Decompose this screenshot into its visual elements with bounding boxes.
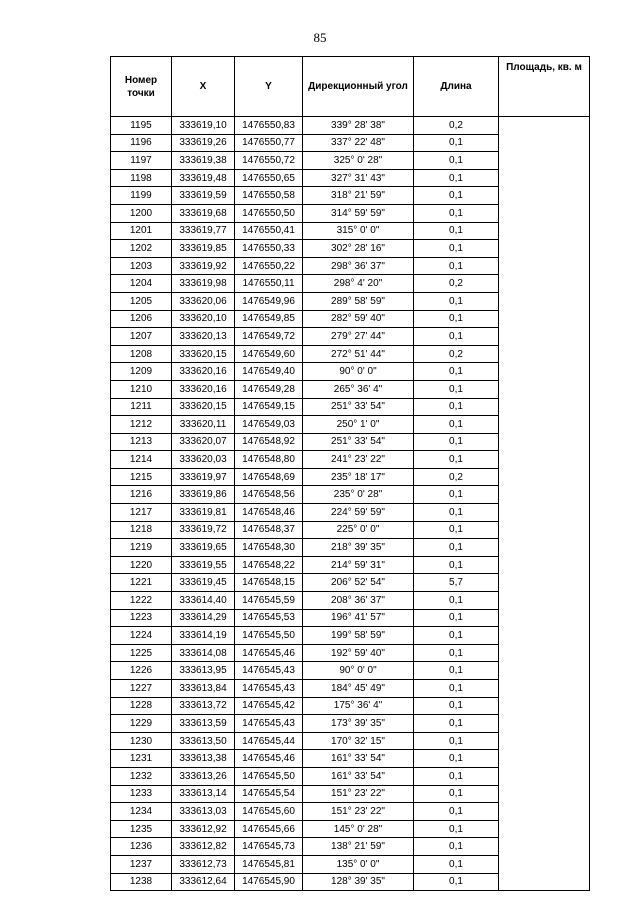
y-cell: 1476545,73 xyxy=(235,838,303,856)
y-cell: 1476545,43 xyxy=(235,680,303,698)
point-number-cell: 1218 xyxy=(111,521,172,539)
length-cell: 0,2 xyxy=(414,117,499,135)
table-row xyxy=(111,117,590,135)
point-number-cell: 1224 xyxy=(111,627,172,645)
y-cell: 1476545,50 xyxy=(235,627,303,645)
point-number-cell: 1231 xyxy=(111,750,172,768)
y-cell: 1476550,77 xyxy=(235,134,303,152)
point-number-cell: 1202 xyxy=(111,240,172,258)
point-number-cell: 1197 xyxy=(111,152,172,170)
x-cell: 333613,03 xyxy=(172,803,235,821)
x-cell: 333614,40 xyxy=(172,592,235,610)
length-cell: 0,1 xyxy=(414,644,499,662)
angle-cell: 251° 33' 54" xyxy=(303,398,414,416)
angle-cell: 298° 36' 37" xyxy=(303,257,414,275)
point-number-cell: 1211 xyxy=(111,398,172,416)
header-y: Y xyxy=(235,57,303,117)
point-number-cell: 1215 xyxy=(111,468,172,486)
length-cell: 0,1 xyxy=(414,204,499,222)
x-cell: 333620,06 xyxy=(172,292,235,310)
angle-cell: 250° 1' 0" xyxy=(303,416,414,434)
y-cell: 1476545,46 xyxy=(235,750,303,768)
point-number-cell: 1233 xyxy=(111,785,172,803)
point-number-cell: 1204 xyxy=(111,275,172,293)
y-cell: 1476545,59 xyxy=(235,592,303,610)
angle-cell: 235° 18' 17" xyxy=(303,468,414,486)
y-cell: 1476548,15 xyxy=(235,574,303,592)
angle-cell: 272° 51' 44" xyxy=(303,345,414,363)
x-cell: 333619,72 xyxy=(172,521,235,539)
length-cell: 0,1 xyxy=(414,222,499,240)
x-cell: 333613,95 xyxy=(172,662,235,680)
y-cell: 1476548,80 xyxy=(235,451,303,469)
point-number-cell: 1220 xyxy=(111,556,172,574)
x-cell: 333614,08 xyxy=(172,644,235,662)
angle-cell: 175° 36' 4" xyxy=(303,697,414,715)
x-cell: 333612,92 xyxy=(172,820,235,838)
length-cell: 0,1 xyxy=(414,398,499,416)
length-cell: 0,1 xyxy=(414,873,499,891)
x-cell: 333620,13 xyxy=(172,328,235,346)
y-cell: 1476548,46 xyxy=(235,504,303,522)
length-cell: 0,1 xyxy=(414,820,499,838)
length-cell: 0,1 xyxy=(414,292,499,310)
y-cell: 1476548,92 xyxy=(235,433,303,451)
length-cell: 0,1 xyxy=(414,240,499,258)
length-cell: 0,1 xyxy=(414,169,499,187)
y-cell: 1476549,28 xyxy=(235,380,303,398)
length-cell: 0,1 xyxy=(414,257,499,275)
y-cell: 1476549,03 xyxy=(235,416,303,434)
angle-cell: 325° 0' 28" xyxy=(303,152,414,170)
point-number-cell: 1232 xyxy=(111,767,172,785)
x-cell: 333614,29 xyxy=(172,609,235,627)
angle-cell: 151° 23' 22" xyxy=(303,785,414,803)
angle-cell: 90° 0' 0" xyxy=(303,363,414,381)
x-cell: 333619,98 xyxy=(172,275,235,293)
x-cell: 333619,86 xyxy=(172,486,235,504)
point-number-cell: 1230 xyxy=(111,732,172,750)
x-cell: 333619,92 xyxy=(172,257,235,275)
length-cell: 0,1 xyxy=(414,451,499,469)
point-number-cell: 1205 xyxy=(111,292,172,310)
x-cell: 333613,84 xyxy=(172,680,235,698)
y-cell: 1476550,11 xyxy=(235,275,303,293)
x-cell: 333619,59 xyxy=(172,187,235,205)
x-cell: 333612,64 xyxy=(172,873,235,891)
y-cell: 1476545,50 xyxy=(235,767,303,785)
angle-cell: 339° 28' 38" xyxy=(303,117,414,135)
length-cell: 0,2 xyxy=(414,275,499,293)
length-cell: 5,7 xyxy=(414,574,499,592)
angle-cell: 265° 36' 4" xyxy=(303,380,414,398)
length-cell: 0,1 xyxy=(414,662,499,680)
length-cell: 0,1 xyxy=(414,592,499,610)
point-number-cell: 1200 xyxy=(111,204,172,222)
x-cell: 333620,15 xyxy=(172,398,235,416)
angle-cell: 135° 0' 0" xyxy=(303,855,414,873)
angle-cell: 282° 59' 40" xyxy=(303,310,414,328)
x-cell: 333613,72 xyxy=(172,697,235,715)
angle-cell: 327° 31' 43" xyxy=(303,169,414,187)
y-cell: 1476548,22 xyxy=(235,556,303,574)
y-cell: 1476545,43 xyxy=(235,715,303,733)
y-cell: 1476548,30 xyxy=(235,539,303,557)
point-number-cell: 1229 xyxy=(111,715,172,733)
point-number-cell: 1210 xyxy=(111,380,172,398)
length-cell: 0,1 xyxy=(414,750,499,768)
length-cell: 0,1 xyxy=(414,521,499,539)
y-cell: 1476545,54 xyxy=(235,785,303,803)
point-number-cell: 1213 xyxy=(111,433,172,451)
angle-cell: 315° 0' 0" xyxy=(303,222,414,240)
angle-cell: 199° 58' 59" xyxy=(303,627,414,645)
angle-cell: 161° 33' 54" xyxy=(303,750,414,768)
angle-cell: 225° 0' 0" xyxy=(303,521,414,539)
length-cell: 0,1 xyxy=(414,486,499,504)
angle-cell: 289° 58' 59" xyxy=(303,292,414,310)
angle-cell: 173° 39' 35" xyxy=(303,715,414,733)
x-cell: 333612,73 xyxy=(172,855,235,873)
x-cell: 333619,68 xyxy=(172,204,235,222)
point-number-cell: 1216 xyxy=(111,486,172,504)
header-direction-angle: Дирекционный угол xyxy=(303,57,414,117)
point-number-cell: 1208 xyxy=(111,345,172,363)
point-number-cell: 1226 xyxy=(111,662,172,680)
angle-cell: 184° 45' 49" xyxy=(303,680,414,698)
length-cell: 0,1 xyxy=(414,134,499,152)
y-cell: 1476550,33 xyxy=(235,240,303,258)
y-cell: 1476545,42 xyxy=(235,697,303,715)
angle-cell: 192° 59' 40" xyxy=(303,644,414,662)
x-cell: 333613,50 xyxy=(172,732,235,750)
point-number-cell: 1199 xyxy=(111,187,172,205)
angle-cell: 314° 59' 59" xyxy=(303,204,414,222)
point-number-cell: 1235 xyxy=(111,820,172,838)
x-cell: 333619,45 xyxy=(172,574,235,592)
y-cell: 1476548,56 xyxy=(235,486,303,504)
x-cell: 333620,16 xyxy=(172,363,235,381)
length-cell: 0,1 xyxy=(414,609,499,627)
coordinates-table xyxy=(110,56,590,891)
x-cell: 333620,11 xyxy=(172,416,235,434)
angle-cell: 145° 0' 28" xyxy=(303,820,414,838)
angle-cell: 298° 4' 20" xyxy=(303,275,414,293)
x-cell: 333620,16 xyxy=(172,380,235,398)
length-cell: 0,1 xyxy=(414,697,499,715)
angle-cell: 206° 52' 54" xyxy=(303,574,414,592)
length-cell: 0,1 xyxy=(414,416,499,434)
point-number-cell: 1222 xyxy=(111,592,172,610)
length-cell: 0,1 xyxy=(414,838,499,856)
point-number-cell: 1219 xyxy=(111,539,172,557)
y-cell: 1476545,43 xyxy=(235,662,303,680)
angle-cell: 218° 39' 35" xyxy=(303,539,414,557)
length-cell: 0,1 xyxy=(414,328,499,346)
y-cell: 1476545,44 xyxy=(235,732,303,750)
y-cell: 1476545,46 xyxy=(235,644,303,662)
header-area: Площадь, кв. м xyxy=(499,57,590,117)
length-cell: 0,1 xyxy=(414,767,499,785)
y-cell: 1476550,83 xyxy=(235,117,303,135)
y-cell: 1476550,65 xyxy=(235,169,303,187)
table-header-row xyxy=(111,57,590,117)
point-number-cell: 1207 xyxy=(111,328,172,346)
x-cell: 333620,15 xyxy=(172,345,235,363)
point-number-cell: 1214 xyxy=(111,451,172,469)
point-number-cell: 1234 xyxy=(111,803,172,821)
length-cell: 0,1 xyxy=(414,556,499,574)
x-cell: 333619,77 xyxy=(172,222,235,240)
length-cell: 0,1 xyxy=(414,680,499,698)
length-cell: 0,1 xyxy=(414,152,499,170)
length-cell: 0,2 xyxy=(414,345,499,363)
y-cell: 1476545,53 xyxy=(235,609,303,627)
angle-cell: 170° 32' 15" xyxy=(303,732,414,750)
y-cell: 1476550,50 xyxy=(235,204,303,222)
length-cell: 0,1 xyxy=(414,785,499,803)
x-cell: 333613,59 xyxy=(172,715,235,733)
x-cell: 333619,48 xyxy=(172,169,235,187)
x-cell: 333620,03 xyxy=(172,451,235,469)
point-number-cell: 1221 xyxy=(111,574,172,592)
x-cell: 333619,81 xyxy=(172,504,235,522)
y-cell: 1476545,90 xyxy=(235,873,303,891)
y-cell: 1476549,96 xyxy=(235,292,303,310)
angle-cell: 279° 27' 44" xyxy=(303,328,414,346)
point-number-cell: 1195 xyxy=(111,117,172,135)
length-cell: 0,1 xyxy=(414,433,499,451)
point-number-cell: 1228 xyxy=(111,697,172,715)
length-cell: 0,1 xyxy=(414,732,499,750)
y-cell: 1476550,58 xyxy=(235,187,303,205)
x-cell: 333619,85 xyxy=(172,240,235,258)
area-cell xyxy=(499,117,590,891)
angle-cell: 128° 39' 35" xyxy=(303,873,414,891)
angle-cell: 241° 23' 22" xyxy=(303,451,414,469)
point-number-cell: 1217 xyxy=(111,504,172,522)
point-number-cell: 1225 xyxy=(111,644,172,662)
angle-cell: 161° 33' 54" xyxy=(303,767,414,785)
y-cell: 1476550,41 xyxy=(235,222,303,240)
point-number-cell: 1212 xyxy=(111,416,172,434)
header-length: Длина xyxy=(414,57,499,117)
length-cell: 0,1 xyxy=(414,187,499,205)
angle-cell: 302° 28' 16" xyxy=(303,240,414,258)
x-cell: 333612,82 xyxy=(172,838,235,856)
length-cell: 0,1 xyxy=(414,363,499,381)
length-cell: 0,1 xyxy=(414,803,499,821)
y-cell: 1476549,72 xyxy=(235,328,303,346)
x-cell: 333619,97 xyxy=(172,468,235,486)
length-cell: 0,1 xyxy=(414,855,499,873)
angle-cell: 208° 36' 37" xyxy=(303,592,414,610)
point-number-cell: 1206 xyxy=(111,310,172,328)
y-cell: 1476550,72 xyxy=(235,152,303,170)
angle-cell: 318° 21' 59" xyxy=(303,187,414,205)
x-cell: 333620,10 xyxy=(172,310,235,328)
y-cell: 1476545,60 xyxy=(235,803,303,821)
point-number-cell: 1196 xyxy=(111,134,172,152)
point-number-cell: 1201 xyxy=(111,222,172,240)
point-number-cell: 1237 xyxy=(111,855,172,873)
point-number-cell: 1203 xyxy=(111,257,172,275)
angle-cell: 214° 59' 31" xyxy=(303,556,414,574)
x-cell: 333619,55 xyxy=(172,556,235,574)
header-point-number: Номер точки xyxy=(111,57,172,117)
angle-cell: 235° 0' 28" xyxy=(303,486,414,504)
length-cell: 0,1 xyxy=(414,380,499,398)
length-cell: 0,1 xyxy=(414,310,499,328)
y-cell: 1476545,66 xyxy=(235,820,303,838)
y-cell: 1476550,22 xyxy=(235,257,303,275)
angle-cell: 90° 0' 0" xyxy=(303,662,414,680)
x-cell: 333619,10 xyxy=(172,117,235,135)
x-cell: 333619,26 xyxy=(172,134,235,152)
point-number-cell: 1223 xyxy=(111,609,172,627)
page-number: 85 xyxy=(313,30,327,45)
angle-cell: 138° 21' 59" xyxy=(303,838,414,856)
angle-cell: 224° 59' 59" xyxy=(303,504,414,522)
x-cell: 333613,14 xyxy=(172,785,235,803)
point-number-cell: 1209 xyxy=(111,363,172,381)
angle-cell: 337° 22' 48" xyxy=(303,134,414,152)
angle-cell: 196° 41' 57" xyxy=(303,609,414,627)
point-number-cell: 1238 xyxy=(111,873,172,891)
y-cell: 1476549,15 xyxy=(235,398,303,416)
length-cell: 0,2 xyxy=(414,468,499,486)
angle-cell: 151° 23' 22" xyxy=(303,803,414,821)
x-cell: 333613,38 xyxy=(172,750,235,768)
y-cell: 1476548,69 xyxy=(235,468,303,486)
length-cell: 0,1 xyxy=(414,504,499,522)
length-cell: 0,1 xyxy=(414,539,499,557)
point-number-cell: 1236 xyxy=(111,838,172,856)
point-number-cell: 1198 xyxy=(111,169,172,187)
y-cell: 1476545,81 xyxy=(235,855,303,873)
x-cell: 333620,07 xyxy=(172,433,235,451)
angle-cell: 251° 33' 54" xyxy=(303,433,414,451)
x-cell: 333619,65 xyxy=(172,539,235,557)
point-number-cell: 1227 xyxy=(111,680,172,698)
header-x: X xyxy=(172,57,235,117)
x-cell: 333613,26 xyxy=(172,767,235,785)
x-cell: 333614,19 xyxy=(172,627,235,645)
y-cell: 1476549,85 xyxy=(235,310,303,328)
y-cell: 1476549,40 xyxy=(235,363,303,381)
y-cell: 1476549,60 xyxy=(235,345,303,363)
y-cell: 1476548,37 xyxy=(235,521,303,539)
length-cell: 0,1 xyxy=(414,627,499,645)
x-cell: 333619,38 xyxy=(172,152,235,170)
length-cell: 0,1 xyxy=(414,715,499,733)
